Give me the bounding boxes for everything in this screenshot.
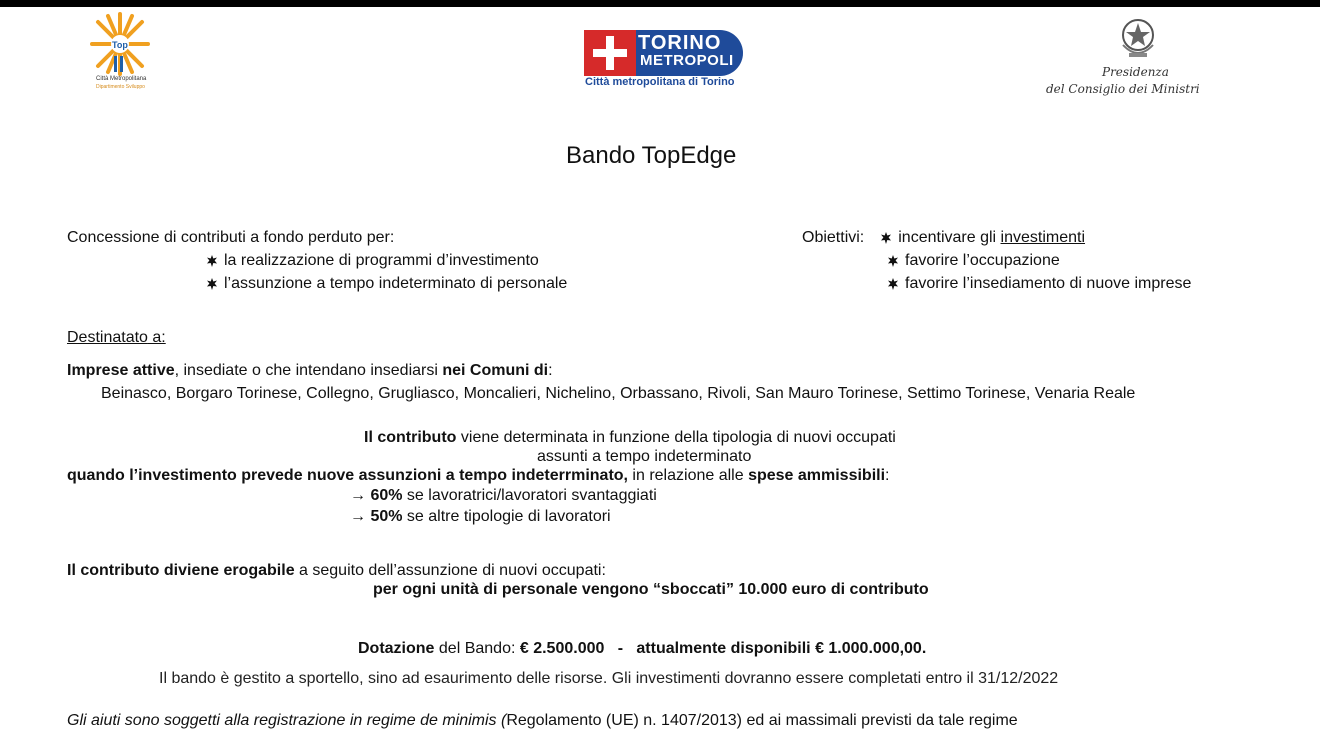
obiettivi-label-text: Obiettivi <box>802 229 860 246</box>
concessione-item <box>206 252 539 270</box>
obiettivi-item: favorire l’insediamento di nuove imprese <box>905 275 1192 292</box>
aiuti-rest: Regolamento (UE) n. 1407/2013) ed ai massimali previsti da tale regime <box>506 712 1018 729</box>
starburst-bullet-icon <box>206 255 218 267</box>
obiettivi-item: favorire l’occupazione <box>905 252 1060 269</box>
obiettivi-row-1 <box>802 229 1085 247</box>
nei-comuni: nei Comuni di <box>442 362 549 379</box>
destinatari-mid: , insediate o che intendano insediarsi <box>174 362 443 379</box>
sportello-line: Il bando è gestito a sportello, sino ad esaurimento delle risorse. Gli investimenti dovranno essere completati entro il 31/12/2022 <box>159 670 1059 687</box>
comuni-list: Beinasco, Borgaro Torinese, Collegno, Grugliasco, Moncalieri, Nichelino, Orbassano, Rivoli, San Mauro Torinese, Settimo Torinese, Venaria Reale <box>101 385 1136 402</box>
erogabile-bold: Il contributo diviene erogabile <box>67 562 295 579</box>
obiettivi-item1-prefix: incentivare gli <box>898 229 1001 246</box>
erogabile-line-1 <box>67 562 606 580</box>
torino-word: TORINO <box>638 32 722 54</box>
destinatari-heading-text: Destinatato <box>67 329 148 346</box>
option-1-text: se lavoratrici/lavoratori svantaggiati <box>402 487 657 504</box>
destinatari-heading <box>67 329 166 347</box>
destinatari-heading-suffix: a: <box>147 329 166 346</box>
destinatari-line <box>67 362 553 380</box>
spese-ammissibili: spese ammissibili <box>748 467 886 484</box>
starburst-bullet-icon <box>887 255 899 267</box>
concessione-item-text: la realizzazione di programmi d’investimento <box>224 252 539 269</box>
starburst-bullet-icon <box>206 278 218 290</box>
dotazione-bold: Dotazione <box>358 640 435 657</box>
concessione-lead <box>67 229 394 247</box>
concessione-lead-suffix: per: <box>362 229 395 246</box>
investimenti-link[interactable]: investimenti <box>1000 229 1086 246</box>
dotazione-line <box>358 640 926 658</box>
obiettivi-label-colon: : <box>859 229 865 246</box>
imprese-attive: Imprese attive <box>67 362 175 379</box>
obiettivi-row-3 <box>887 275 1191 293</box>
page-title: Bando TopEdge <box>566 142 737 169</box>
contributo-option-2 <box>350 508 611 526</box>
aiuti-line <box>67 712 1018 730</box>
option-1-percent: 60% <box>370 487 403 504</box>
top-black-bar <box>0 0 1320 7</box>
contributo-option-1 <box>350 487 657 505</box>
arrow-right-icon: → <box>350 508 366 525</box>
contributo-line3-colon: : <box>885 467 890 484</box>
metropoli-word: METROPOLI <box>640 52 734 69</box>
destinatari-colon: : <box>548 362 553 379</box>
presidenza-label: Presidenza <box>1102 65 1169 79</box>
aiuti-italic: Gli aiuti sono soggetti alla registrazione in regime de minimis ( <box>67 712 507 729</box>
erogabile-rest: a seguito dell’assunzione di nuovi occupati: <box>294 562 606 579</box>
assunzioni-bold: quando l’investimento prevede nuove assunzioni a tempo indeterrminato, <box>67 467 628 484</box>
svg-text:Top: Top <box>112 40 128 50</box>
contributo-line-2: assunti a tempo indeterminato <box>537 448 752 465</box>
starburst-bullet-icon <box>887 278 899 290</box>
dotazione-amount: € 2.500.000 - attualmente disponibili € 1.000.000,00. <box>519 640 927 657</box>
dotazione-mid: del Bando: <box>434 640 520 657</box>
italian-emblem-icon <box>1117 15 1159 61</box>
contributo-rest: viene determinata in funzione della tipologia di nuovi occupati <box>456 429 896 446</box>
option-2-text: se altre tipologie di lavoratori <box>402 508 611 525</box>
concessione-lead-text: Concessione di contributi a fondo perduto <box>67 229 363 246</box>
starburst-bullet-icon <box>880 232 892 244</box>
contributo-line3-mid: in relazione alle <box>627 467 749 484</box>
erogabile-line-2: per ogni unità di personale vengono “sboccati” 10.000 euro di contributo <box>373 581 929 598</box>
contributo-line-1 <box>364 429 896 447</box>
obiettivi-row-2 <box>887 252 1060 270</box>
top-logo-caption: Città Metropolitana <box>96 76 147 82</box>
arrow-right-icon: → <box>350 487 366 504</box>
option-2-percent: 50% <box>370 508 403 525</box>
concessione-item-text: l’assunzione a tempo indeterminato di personale <box>224 275 568 292</box>
consiglio-label: del Consiglio dei Ministri <box>1046 82 1200 96</box>
obiettivi-item <box>898 229 1085 247</box>
top-logo-subcaption: Dipartimento Sviluppo <box>96 84 145 90</box>
contributo-line-3 <box>67 467 889 485</box>
obiettivi-label <box>802 229 864 247</box>
torino-subtitle: Città metropolitana di Torino <box>585 76 735 88</box>
contributo-bold: Il contributo <box>364 429 457 446</box>
concessione-item <box>206 275 567 293</box>
